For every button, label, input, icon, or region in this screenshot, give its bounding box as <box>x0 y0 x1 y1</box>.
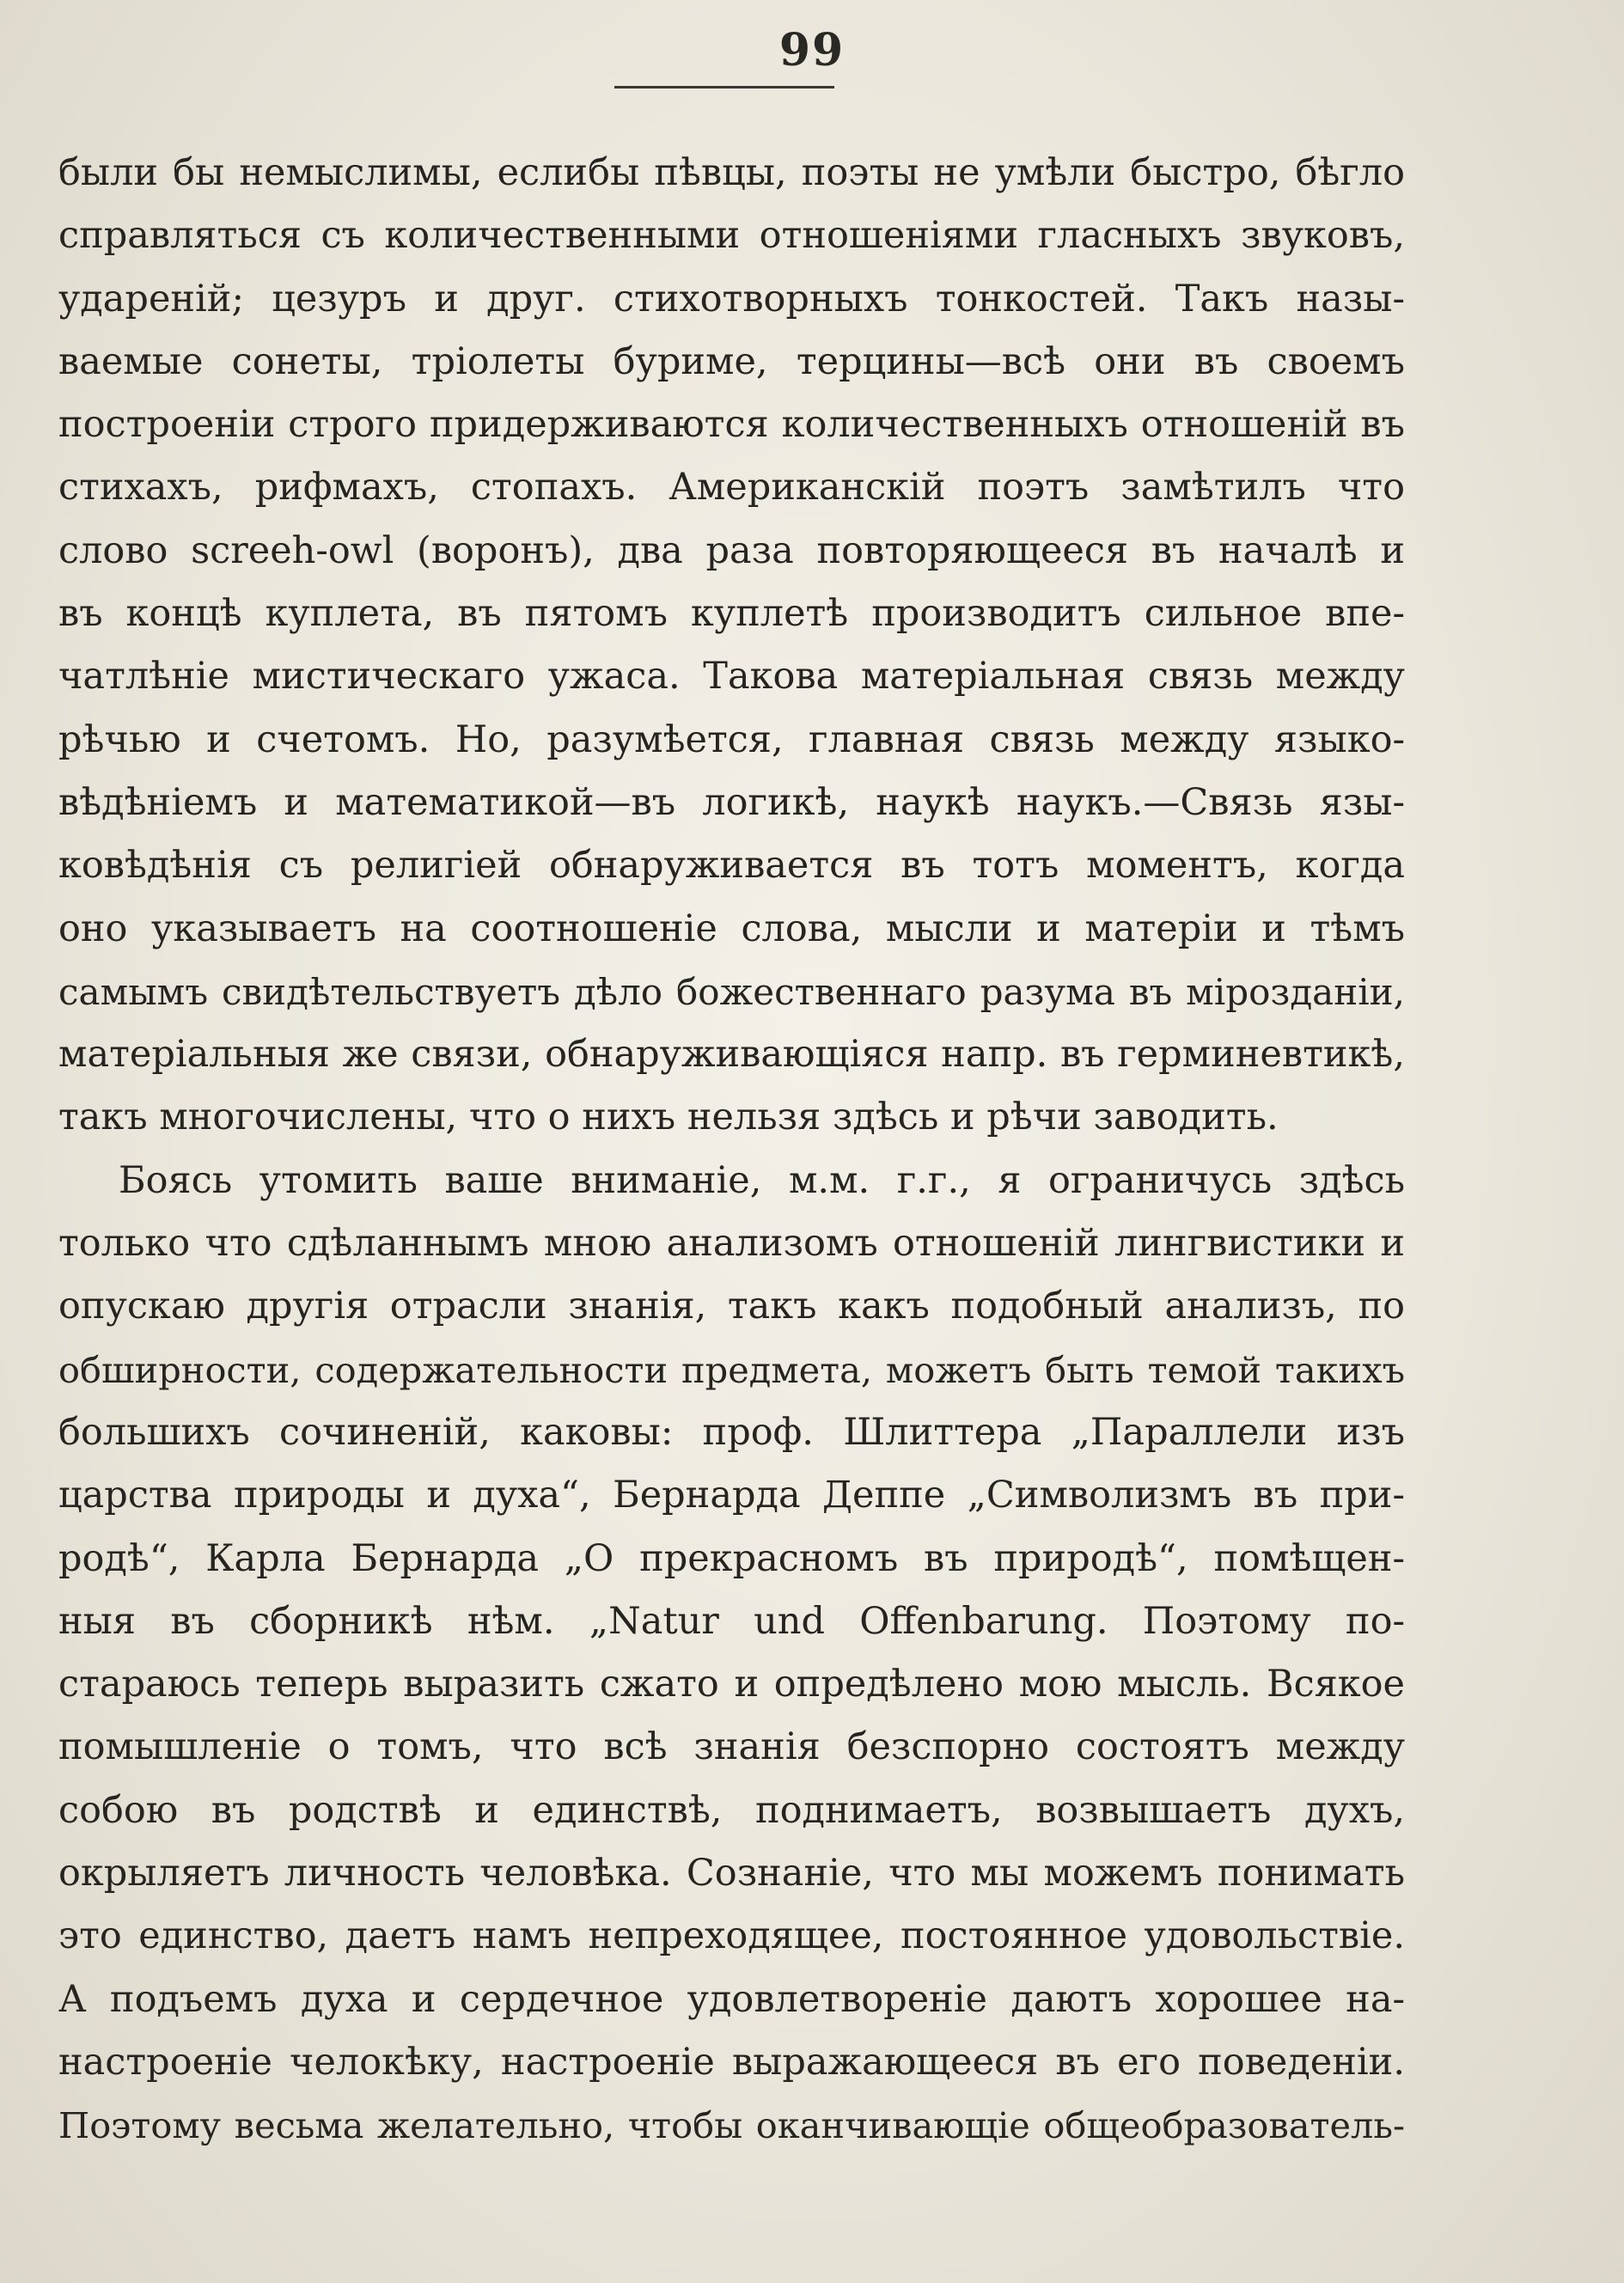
text-line: царства природы и духа“, Бернарда Деппе „Символизмъ въ при- <box>58 1474 1405 1517</box>
text-line: матеріальныя же связи, обнаруживающіяся напр. въ герминевтикѣ, <box>58 1033 1405 1077</box>
page-number: 99 <box>778 24 846 76</box>
text-line: были бы немыслимы, еслибы пѣвцы, поэты не умѣли быстро, бѣгло <box>58 151 1405 194</box>
text-line: въ концѣ куплета, въ пятомъ куплетѣ производитъ сильное впе- <box>58 592 1405 636</box>
text-line: Боясь утомить ваше вниманіе, м.м. г.г., я ограничусь здѣсь <box>119 1158 1405 1202</box>
text-line: ваемые сонеты, тріолеты буриме, терцины—всѣ они въ своемъ <box>58 339 1405 383</box>
text-line: это единство, даетъ намъ непреходящее, постоянное удовольствіе. <box>58 1914 1405 1958</box>
text-line: вѣдѣніемъ и математикой—въ логикѣ, наукѣ наукъ.—Связь язы- <box>58 780 1405 824</box>
text-line: справляться съ количественными отношеніями гласныхъ звуковъ, <box>58 214 1405 258</box>
header-rule <box>614 86 834 89</box>
text-line: ковѣдѣнія съ религіей обнаруживается въ тотъ моментъ, когда <box>58 844 1405 888</box>
text-line: стихахъ, рифмахъ, стопахъ. Американскій поэтъ замѣтилъ что <box>58 466 1405 510</box>
text-line: только что сдѣланнымъ мною анализомъ отношеній лингвистики и <box>58 1222 1405 1266</box>
text-line: большихъ сочиненій, каковы: проф. Шлиттера „Параллели изъ <box>58 1410 1405 1454</box>
text-line: рѣчью и счетомъ. Но, разумѣется, главная связь между языко- <box>58 717 1405 761</box>
text-line: такъ многочислены, что о нихъ нельзя здѣсь и рѣчи заводить. <box>58 1096 1279 1139</box>
text-line: Поэтому весьма желательно, чтобы оканчивающіе общеобразователь- <box>58 2104 1405 2147</box>
text-line: окрыляетъ личность человѣка. Сознаніе, что мы можемъ понимать <box>58 1852 1405 1895</box>
text-line: стараюсь теперь выразить сжато и опредѣлено мою мысль. Всякое <box>58 1663 1405 1706</box>
text-line: настроеніе челокѣку, настроеніе выражающееся въ его поведеніи. <box>58 2040 1405 2084</box>
body-text <box>58 142 1405 2158</box>
text-line: обширности, содержательности предмета, можетъ быть темой такихъ <box>58 1348 1405 1391</box>
text-line: оно указываетъ на соотношеніе слова, мысли и матеріи и тѣмъ <box>58 906 1405 950</box>
text-line: ныя въ сборникѣ нѣм. „Natur und Offenbarung. Поэтому по- <box>58 1599 1405 1643</box>
text-line: помышленіе о томъ, что всѣ знанія безспорно состоятъ между <box>58 1725 1405 1769</box>
text-line: чатлѣніе мистическаго ужаса. Такова матеріальная связь между <box>58 655 1405 699</box>
text-line: А подъемъ духа и сердечное удовлетвореніе даютъ хорошее на- <box>58 1977 1405 2021</box>
text-line: родѣ“, Карла Бернарда „О прекрасномъ въ природѣ“, помѣщен- <box>58 1536 1405 1580</box>
text-line: построеніи строго придерживаются количественныхъ отношеній въ <box>58 403 1405 447</box>
text-line: самымъ свидѣтельствуетъ дѣло божественнаго разума въ мірозданіи, <box>58 970 1405 1013</box>
text-line: слово screeh-owl (воронъ), два раза повторяющееся въ началѣ и <box>58 528 1405 572</box>
text-line: собою въ родствѣ и единствѣ, поднимаетъ, возвышаетъ духъ, <box>58 1788 1405 1832</box>
text-line: опускаю другія отрасли знанія, такъ какъ подобный анализъ, по <box>58 1285 1405 1328</box>
text-line: удареній; цезуръ и друг. стихотворныхъ тонкостей. Такъ назы- <box>58 277 1405 320</box>
